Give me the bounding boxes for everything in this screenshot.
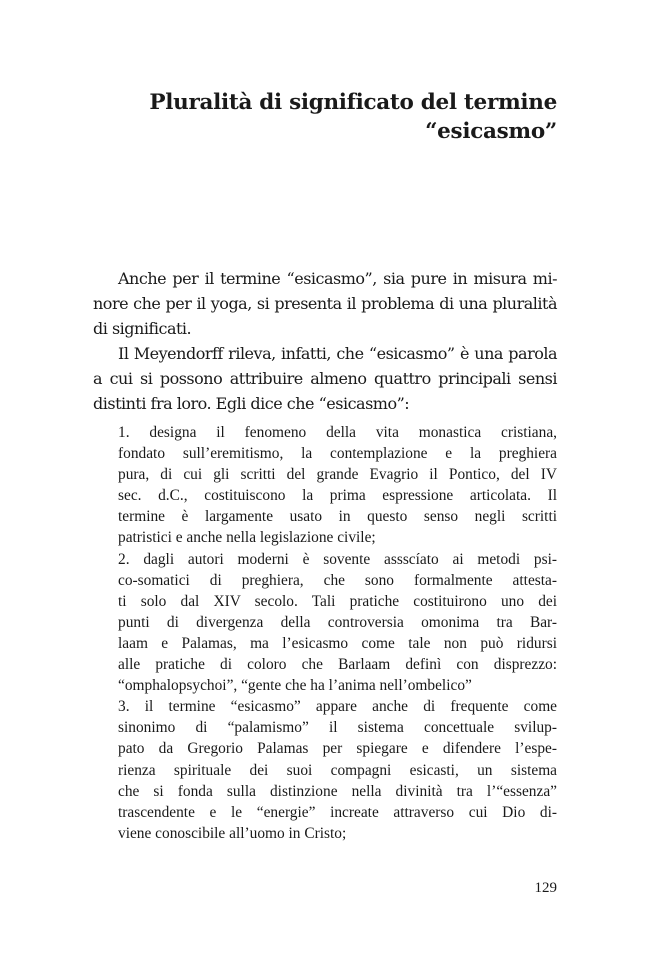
paragraph-2-line: a cui si possono attribuire almeno quattro principali sensi xyxy=(93,369,557,388)
quote-line: co-somatici di preghiera, che sono formalmente attesta- xyxy=(118,571,557,589)
quote-line: sec. d.C., costituiscono la prima espressione articolata. Il xyxy=(118,487,557,505)
quote-line: ti solo dal XIV secolo. Tali pratiche costituirono uno dei xyxy=(118,592,557,610)
quote-line: pura, di cui gli scritti del grande Evagrio il Pontico, del IV xyxy=(118,466,557,484)
page-number: 129 xyxy=(534,880,557,896)
quote-line: pato da Gregorio Palamas per spiegare e difendere l’espe- xyxy=(118,740,557,758)
paragraph-2-line: distinti fra loro. Egli dice che “esicasmo”: xyxy=(93,394,410,413)
quote-line: “omphalopsychoi”, “gente che ha l’anima nell’ombelico” xyxy=(118,677,472,695)
chapter-title-line-1: Pluralità di significato del termine xyxy=(149,90,557,115)
quote-line: laam e Palamas, ma l’esicasmo come tale non può ridursi xyxy=(118,634,557,652)
quote-line: 1. designa il fenomeno della vita monastica cristiana, xyxy=(118,424,557,441)
paragraph-1-line: nore che per il yoga, si presenta il problema di una pluralità xyxy=(93,294,557,313)
quote-line: sinonimo di “palamismo” il sistema concettuale svilup- xyxy=(118,719,557,737)
quote-line: alle pratiche di coloro che Barlaam definì con disprezzo: xyxy=(118,656,557,674)
quote-line: che si fonda sulla distinzione nella divinità tra l’“essenza” xyxy=(118,782,557,800)
chapter-title-line-2: “esicasmo” xyxy=(425,119,557,144)
quote-line: fondato sull’eremitismo, la contemplazione e la preghiera xyxy=(118,445,557,463)
quote-line: rienza spirituale dei suoi compagni esicasti, un sistema xyxy=(118,761,557,779)
quote-line: termine è largamente usato in questo senso negli scritti xyxy=(118,508,557,526)
paragraph-1-line: Anche per il termine “esicasmo”, sia pure in misura mi- xyxy=(118,269,557,288)
block-quote xyxy=(118,422,557,844)
quote-line: trascendente e le “energie” increate attraverso cui Dio di- xyxy=(118,803,557,821)
quote-line: 2. dagli autori moderni è sovente assscíato ai metodi psi- xyxy=(118,550,557,568)
quote-line: patristici e anche nella legislazione civile; xyxy=(118,529,376,547)
paragraph-1-line: di significati. xyxy=(93,319,192,338)
body-text xyxy=(93,266,557,416)
quote-line: punti di divergenza della controversia omonima tra Bar- xyxy=(118,613,557,631)
quote-line: 3. il termine “esicasmo” appare anche di frequente come xyxy=(118,698,557,716)
paragraph-2-line: Il Meyendorff rileva, infatti, che “esicasmo” è una parola xyxy=(118,344,557,363)
quote-line: viene conoscibile all’uomo in Cristo; xyxy=(118,824,347,842)
chapter-title xyxy=(149,88,557,146)
